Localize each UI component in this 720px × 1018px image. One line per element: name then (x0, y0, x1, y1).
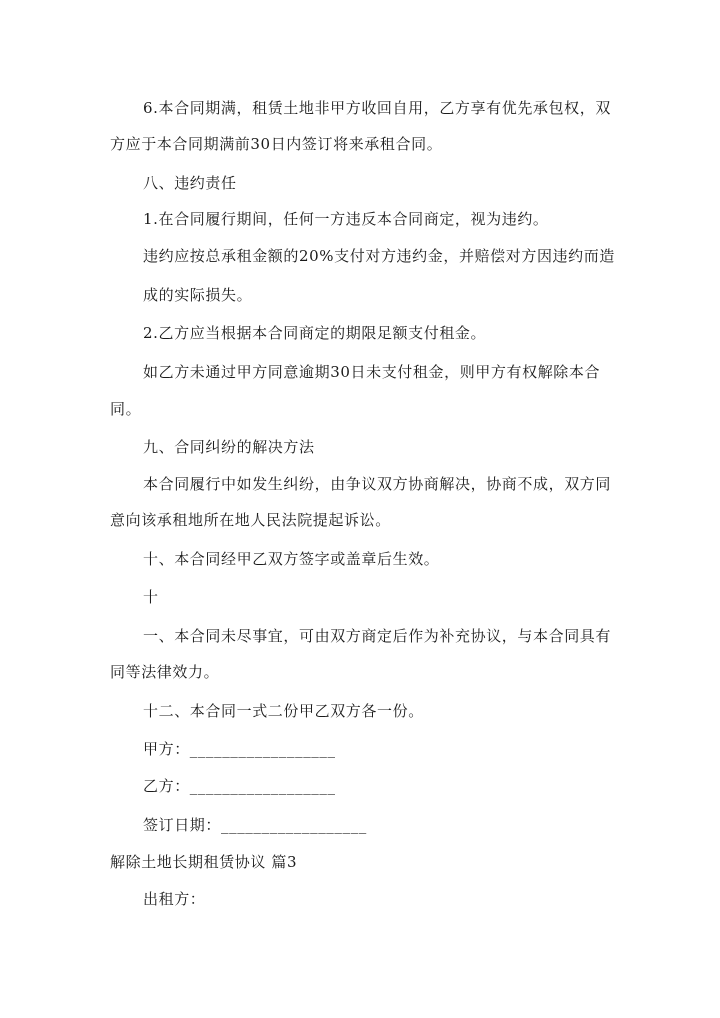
party-b-signature-line: 乙方：__________________ (143, 777, 336, 795)
section-8-item-1: 1.在合同履行期间，任何一方违反本合同商定，视为违约。 (143, 210, 549, 228)
section-8-item-1-detail-line-2: 成的实际损失。 (143, 286, 253, 304)
lessor-label: 出租方： (143, 890, 206, 908)
clause-6-line-2: 方应于本合同期满前30日内签订将来承租合同。 (110, 135, 443, 153)
section-8-item-1-detail-line-1: 违约应按总承租金额的20%支付对方违约金，并赔偿对方因违约而造 (143, 247, 615, 265)
section-9-heading: 九、合同纠纷的解决方法 (143, 438, 315, 456)
section-8-item-2-detail-line-1: 如乙方未通过甲方同意逾期30日未支付租金，则甲方有权解除本合 (143, 363, 601, 381)
section-10: 十、本合同经甲乙双方签字或盖章后生效。 (143, 550, 440, 568)
section-11-line-1: 一、本合同未尽事宜，可由双方商定后作为补充协议，与本合同具有 (143, 627, 612, 645)
section-8-item-2-detail-line-2: 同。 (110, 400, 142, 418)
clause-6-line-1: 6.本合同期满，租赁土地非甲方收回自用，乙方享有优先承包权，双 (143, 99, 611, 117)
section-8-heading: 八、违约责任 (143, 174, 237, 192)
section-8-item-2: 2.乙方应当根据本合同商定的期限足额支付租金。 (143, 324, 487, 342)
party-a-signature-line: 甲方：__________________ (143, 740, 336, 758)
section-12: 十二、本合同一式二份甲乙双方各一份。 (143, 702, 424, 720)
section-9-line-1: 本合同履行中如发生纠纷，由争议双方协商解决，协商不成，双方同 (143, 475, 612, 493)
section-11-fragment: 十 (143, 588, 159, 606)
section-11-line-2: 同等法律效力。 (110, 663, 220, 681)
next-agreement-title: 解除土地长期租赁协议 篇3 (110, 853, 298, 871)
sign-date-line: 签订日期：__________________ (143, 816, 367, 834)
section-9-line-2: 意向该承租地所在地人民法院提起诉讼。 (110, 511, 391, 529)
